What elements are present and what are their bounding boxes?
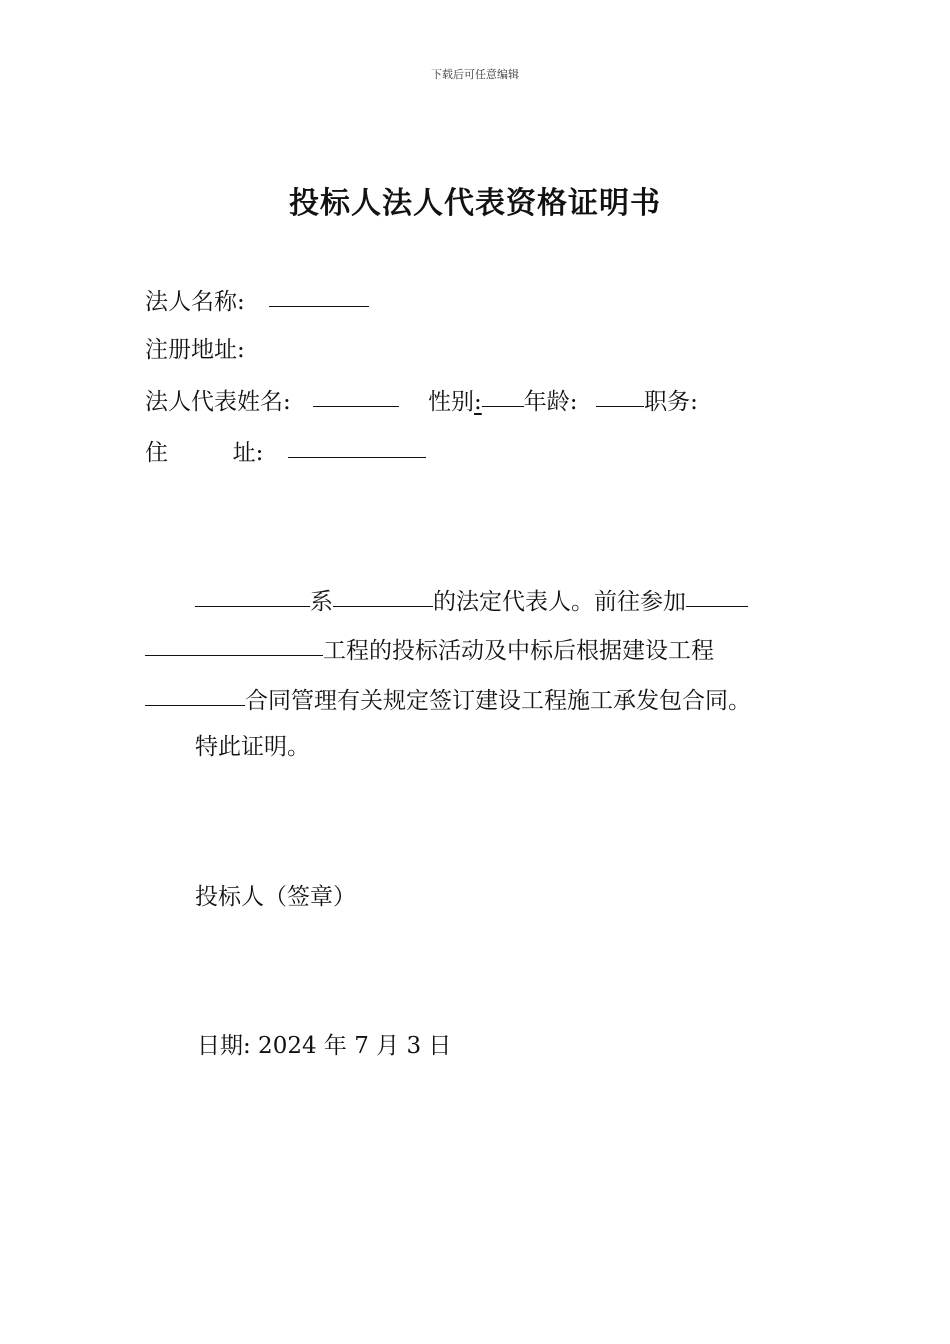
date-line [197,1029,451,1063]
company-name-blank[interactable] [269,280,369,307]
gender-colon: : [474,389,482,415]
body-line-4 [195,730,310,764]
rep-name-label: 法人代表姓名: [145,389,291,415]
body-line-1 [195,582,748,619]
gender-label: 性别 [428,389,474,415]
body-line-2 [145,631,714,668]
date-text: 日期: 2024 年 7 月 3 日 [197,1033,452,1059]
project-blank-start[interactable] [686,580,748,607]
address-label-2: 址: [232,440,264,466]
body-p2-part1: 工程的投标活动及中标后根据建设工程 [323,638,714,664]
gender-blank[interactable] [482,380,524,407]
body-p3-part1: 合同管理有关规定签订建设工程施工承发包合同。 [245,688,751,714]
body-p1-part2: 的法定代表人。前往参加 [433,589,686,615]
company-name-label: 法人名称: [145,289,245,315]
document-title: 投标人法人代表资格证明书 [289,186,661,221]
address-label-1: 住 [145,440,168,466]
header-note: 下载后可任意编辑 [431,68,519,81]
company-blank[interactable] [333,580,433,607]
representative-line [145,382,698,419]
address-blank[interactable] [288,431,426,458]
body-p1-part1: 系 [310,589,333,615]
construction-blank[interactable] [145,679,245,706]
rep-name-blank[interactable] [313,380,399,407]
registered-address-line [145,333,245,367]
certification-text: 特此证明。 [195,734,310,760]
body-line-3 [145,681,751,718]
bidder-blank[interactable] [195,580,310,607]
signature-label: 投标人（签章） [195,884,356,910]
address-line [145,433,426,470]
age-label: 年龄: [523,389,578,415]
registered-address-label: 注册地址: [145,337,245,363]
company-name-line [145,282,369,319]
project-blank-end[interactable] [145,629,323,656]
age-blank[interactable] [596,380,644,407]
signature-line [195,880,356,914]
position-label: 职务: [644,389,698,415]
